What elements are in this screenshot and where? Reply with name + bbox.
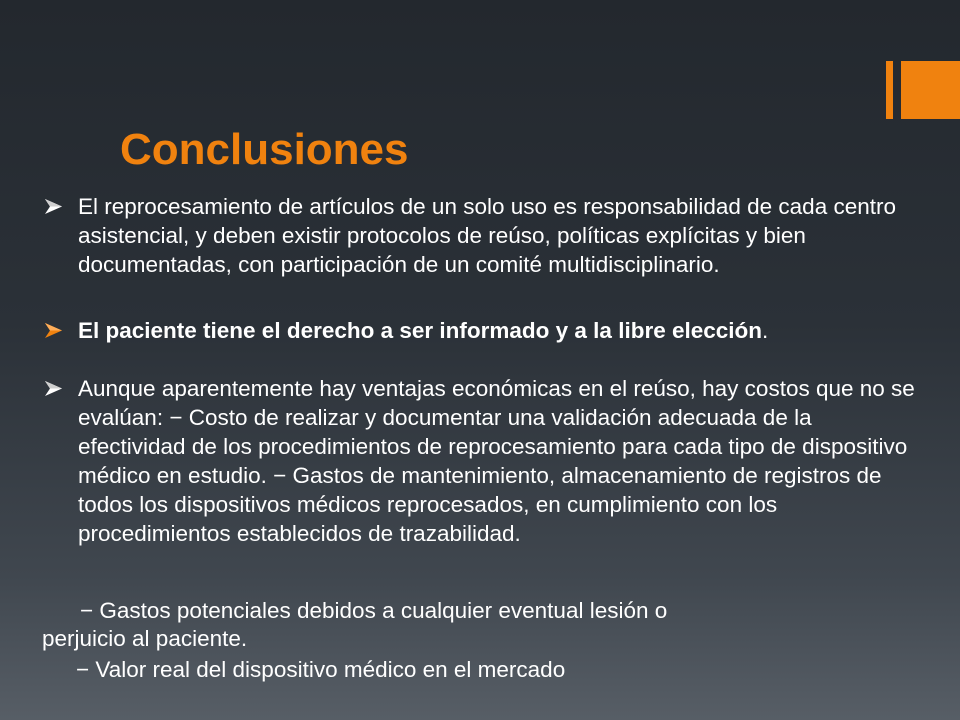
arrowhead-bullet-icon: [44, 374, 64, 403]
accent-bar-thin: [886, 61, 893, 119]
arrowhead-bullet-icon: [44, 192, 64, 221]
bullet-text-bold: El paciente tiene el derecho a ser informado y a la libre elección: [78, 318, 763, 343]
bullet-text-period: .: [762, 318, 769, 343]
slide-title: Conclusiones: [120, 125, 409, 174]
bullet-derecho-paciente: [44, 316, 924, 345]
bullet-text: Aunque aparentemente hay ventajas económicas en el reúso, hay costos que no se evalúan: − Costo de realizar y documentar una validación adecuada de la efectividad de los procedimientos de reprocesamiento para cada tipo de dispositivo médico en estudio. − Gastos de mantenimiento, almacenamiento de registros de todos los dispositivos médicos reprocesados, en cumplimiento con los procedimientos establecidos de trazabilidad.: [78, 376, 915, 546]
bullet-reprocesamiento: [44, 192, 924, 279]
arrowhead-bullet-icon-orange: [44, 316, 64, 345]
text-valor-real: − Valor real del dispositivo médico en el mercado: [76, 657, 566, 682]
text-gastos-potenciales: − Gastos potenciales debidos a cualquier eventual lesión o: [80, 598, 668, 623]
accent-bar-thick: [901, 61, 960, 119]
bullet-text: El reprocesamiento de artículos de un solo uso es responsabilidad de cada centro asistencial, y deben existir protocolos de reúso, políticas explícitas y bien documentadas, con participación de un comité multidisciplinario.: [78, 194, 896, 277]
text-perjuicio: perjuicio al paciente.: [42, 626, 248, 651]
bullet-costos: [44, 374, 924, 548]
